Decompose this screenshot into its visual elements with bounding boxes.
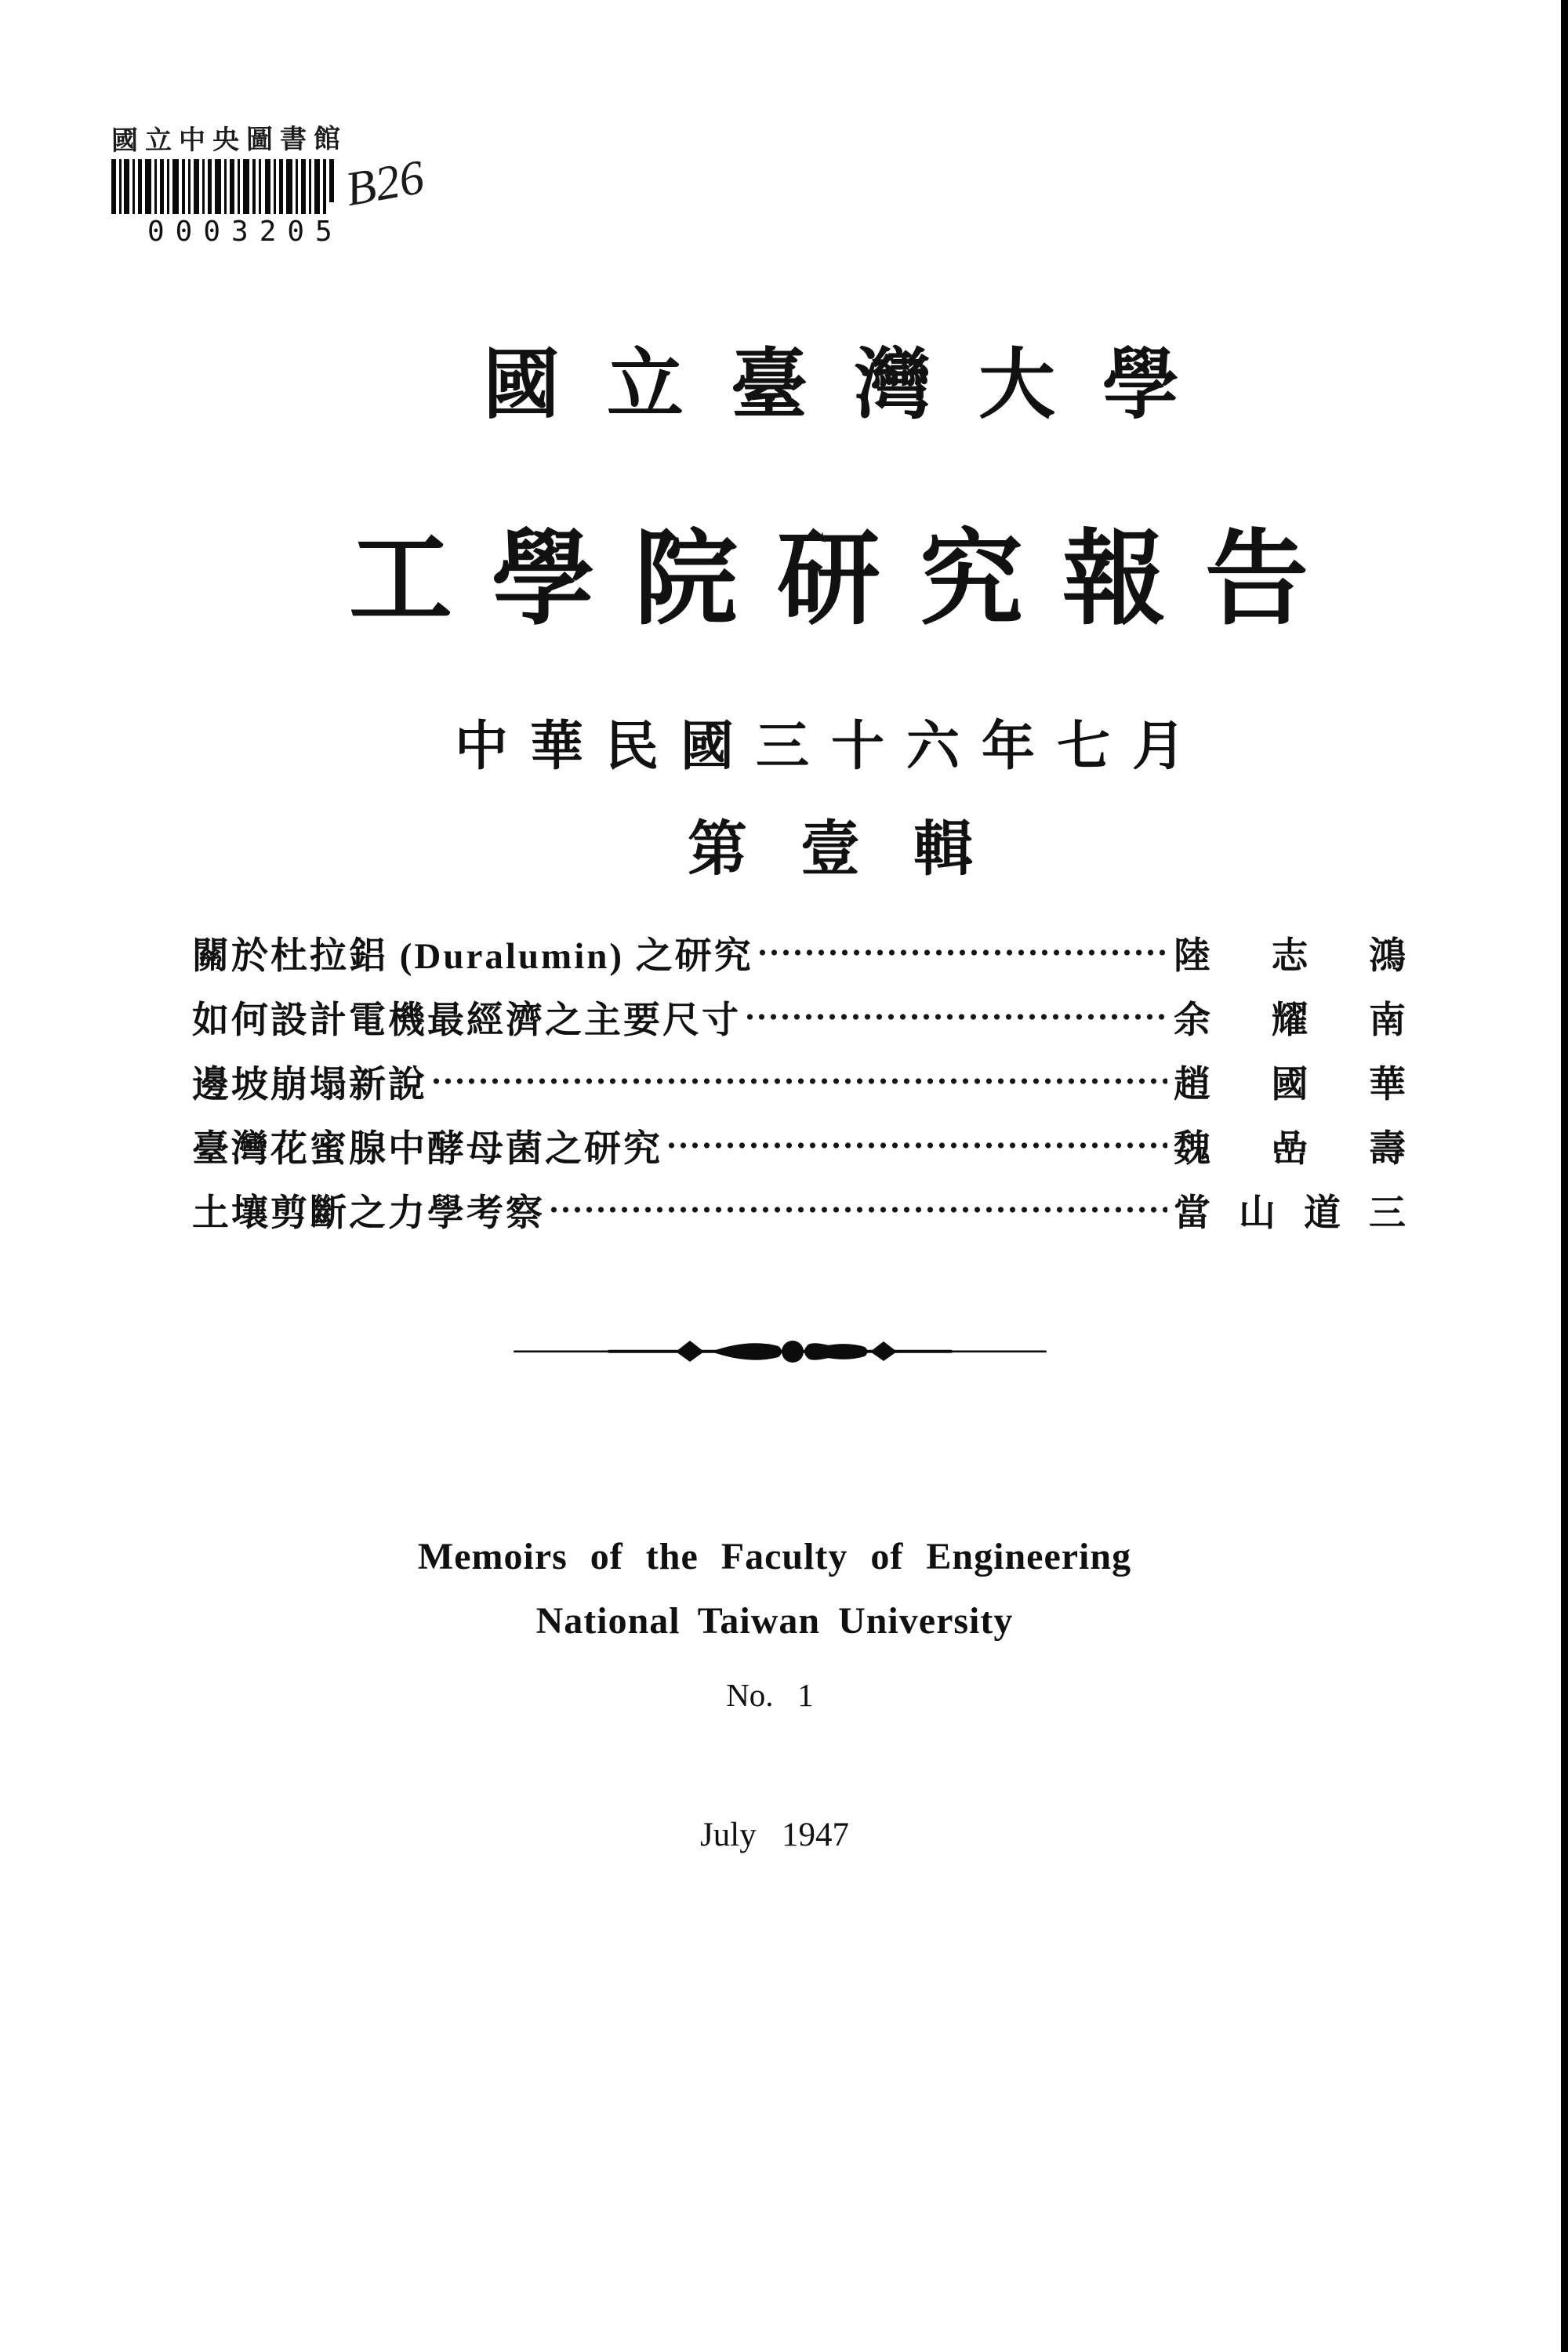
ornamental-divider-icon xyxy=(514,1334,1047,1369)
dot-leader xyxy=(548,1189,1167,1231)
issue-number: No. 1 xyxy=(726,1677,814,1713)
library-label xyxy=(111,118,441,248)
toc-entry-title: 邊坡崩塌新說 xyxy=(192,1064,427,1105)
toc-entry-author: 陸 志 鴻 xyxy=(1174,935,1406,977)
toc-entry-title: 土壤剪斷之力學考察 xyxy=(192,1192,545,1234)
toc-entry-title: 臺灣花蜜腺中酵母菌之研究 xyxy=(192,1128,662,1170)
dot-leader xyxy=(757,931,1167,974)
toc-entry xyxy=(192,1189,1406,1234)
university-title: 國立臺灣大學 xyxy=(482,343,1226,428)
table-of-contents xyxy=(192,931,1406,1253)
handwritten-note: B26 xyxy=(341,150,428,217)
barcode-number: 0003205 xyxy=(147,216,343,248)
dot-leader xyxy=(666,1124,1167,1167)
english-title-line1: Memoirs of the Faculty of Engineering xyxy=(417,1536,1132,1577)
toc-entry xyxy=(192,931,1406,977)
toc-entry-author: 魏 嵒 壽 xyxy=(1174,1128,1406,1170)
toc-entry-author: 當 山 道 三 xyxy=(1174,1192,1406,1234)
toc-entry-title: 如何設計電機最經濟之主要尺寸 xyxy=(192,1000,741,1041)
scan-edge-artifact xyxy=(1561,0,1568,2352)
toc-entry xyxy=(192,996,1406,1041)
toc-entry-author: 趙 國 華 xyxy=(1174,1064,1406,1105)
toc-entry xyxy=(192,1124,1406,1170)
english-title-line2: National Taiwan University xyxy=(535,1600,1014,1642)
toc-entry-author: 余 耀 南 xyxy=(1174,1000,1406,1041)
publication-date-english: July 1947 xyxy=(700,1817,849,1853)
barcode-icon xyxy=(111,159,335,214)
barcode-row xyxy=(111,150,441,217)
volume-line: 第壹輯 xyxy=(688,817,1026,883)
dot-leader xyxy=(430,1060,1167,1102)
library-stamp-text: 國立中央圖書館 xyxy=(111,125,348,156)
publication-date-line: 中華民國三十六年七月 xyxy=(454,717,1207,776)
publication-title: 工學院研究報告 xyxy=(349,522,1348,637)
toc-entry-title: 關於杜拉鋁 (Duralumin) 之研究 xyxy=(192,935,753,977)
dot-leader xyxy=(744,996,1167,1038)
toc-entry xyxy=(192,1060,1406,1105)
